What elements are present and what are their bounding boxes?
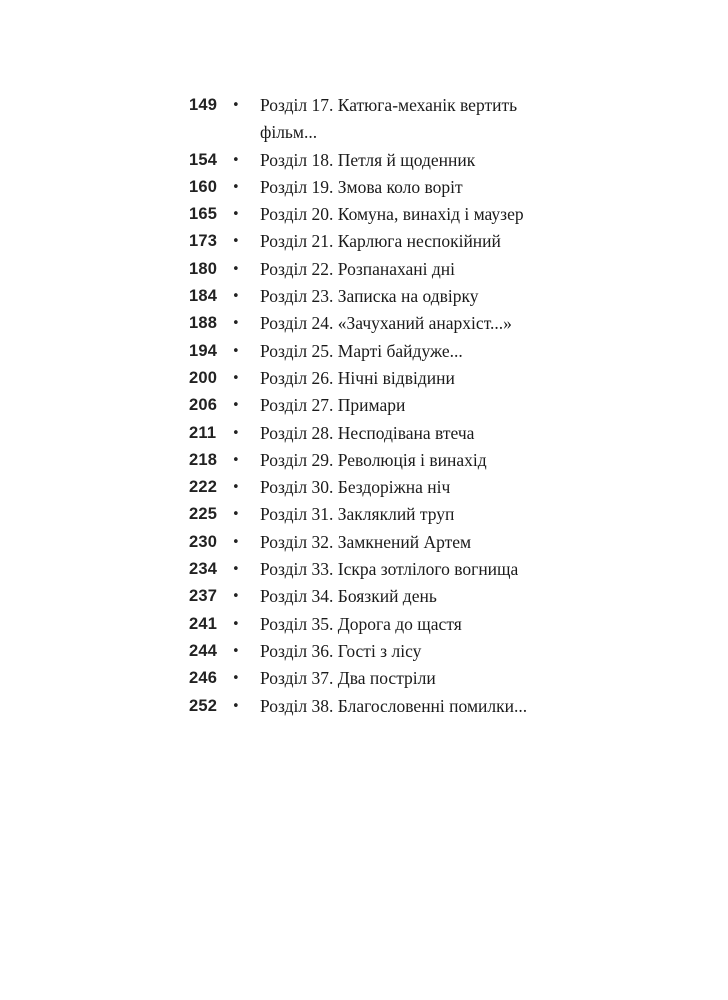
chapter-title: Розділ 30. Бездоріжна ніч bbox=[260, 477, 451, 498]
toc-entry bbox=[189, 556, 527, 583]
toc-entry bbox=[189, 665, 527, 692]
toc-entry bbox=[189, 392, 527, 419]
chapter-title: Розділ 31. Закляклий труп bbox=[260, 504, 455, 525]
chapter-title: Розділ 21. Карлюга неспокійний bbox=[260, 231, 501, 252]
toc-entry bbox=[189, 283, 527, 310]
page-number: 165 bbox=[189, 205, 218, 224]
page-number: 206 bbox=[189, 396, 218, 415]
bullet: • bbox=[232, 289, 240, 305]
chapter-title: Розділ 18. Петля й щоденник bbox=[260, 149, 476, 170]
chapter-title: Розділ 34. Боязкий день bbox=[260, 586, 437, 607]
toc-entry bbox=[189, 529, 527, 556]
chapter-title: Розділ 37. Два постріли bbox=[260, 668, 436, 689]
page-number: 200 bbox=[189, 368, 218, 387]
chapter-title: Розділ 20. Комуна, винахід і маузер bbox=[260, 204, 524, 225]
chapter-title: Розділ 36. Гості з лісу bbox=[260, 640, 422, 661]
toc-entry bbox=[189, 174, 527, 201]
bullet: • bbox=[232, 698, 240, 714]
chapter-title: Розділ 19. Змова коло воріт bbox=[260, 176, 463, 197]
toc-entry bbox=[189, 611, 527, 638]
toc-entry bbox=[189, 447, 527, 474]
bullet: • bbox=[232, 562, 240, 578]
page-number: 180 bbox=[189, 259, 218, 278]
toc-entry bbox=[189, 638, 527, 665]
bullet: • bbox=[232, 589, 240, 605]
toc-entry bbox=[189, 583, 527, 610]
bullet: • bbox=[232, 98, 240, 113]
page-number: 252 bbox=[189, 696, 218, 715]
page-number: 160 bbox=[189, 177, 218, 196]
chapter-title: Розділ 26. Нічні відвідини bbox=[260, 367, 455, 388]
bullet: • bbox=[232, 316, 240, 332]
page-number: 188 bbox=[189, 314, 218, 333]
chapter-title: Розділ 22. Розпанахані дні bbox=[260, 258, 456, 279]
bullet: • bbox=[232, 152, 240, 168]
bullet: • bbox=[232, 343, 240, 359]
chapter-title: Розділ 27. Примари bbox=[260, 395, 406, 416]
chapter-title: Розділ 28. Несподівана втеча bbox=[260, 422, 475, 443]
chapter-title: Розділ 38. Благословенні помилки... bbox=[260, 695, 528, 716]
page-number: 149 bbox=[189, 96, 218, 114]
bullet: • bbox=[232, 179, 240, 195]
chapter-title: Розділ 35. Дорога до щастя bbox=[260, 613, 462, 634]
page-number: 234 bbox=[189, 560, 218, 579]
bullet: • bbox=[232, 370, 240, 386]
page-number: 246 bbox=[189, 669, 218, 688]
page-number: 184 bbox=[189, 287, 218, 306]
chapter-title: Розділ 25. Марті байдуже... bbox=[260, 340, 463, 361]
page-number: 211 bbox=[189, 423, 217, 442]
page-number: 225 bbox=[189, 505, 218, 524]
page-number: 244 bbox=[189, 641, 218, 660]
page-number: 173 bbox=[189, 232, 218, 251]
bullet: • bbox=[232, 425, 240, 441]
bullet: • bbox=[232, 480, 240, 496]
bullet: • bbox=[232, 643, 240, 659]
toc-entry bbox=[189, 92, 527, 147]
chapter-title: Розділ 32. Замкнений Артем bbox=[260, 531, 472, 552]
toc-entry bbox=[189, 256, 527, 283]
page-number: 218 bbox=[189, 450, 218, 469]
bullet: • bbox=[232, 261, 240, 277]
toc-entry bbox=[189, 201, 527, 228]
toc-entry bbox=[189, 365, 527, 392]
chapter-title: Розділ 33. Іскра зотлілого вогнища bbox=[260, 559, 519, 580]
table-of-contents bbox=[189, 92, 527, 720]
page-number: 237 bbox=[189, 587, 218, 606]
page-number: 241 bbox=[189, 614, 218, 633]
toc-entry bbox=[189, 228, 527, 255]
toc-entry bbox=[189, 501, 527, 528]
toc-entry bbox=[189, 310, 527, 337]
toc-entry bbox=[189, 147, 527, 174]
bullet: • bbox=[232, 671, 240, 687]
page-number: 222 bbox=[189, 478, 218, 497]
bullet: • bbox=[232, 534, 240, 550]
toc-entry bbox=[189, 420, 527, 447]
bullet: • bbox=[232, 616, 240, 632]
page-number: 230 bbox=[189, 532, 218, 551]
bullet: • bbox=[232, 507, 240, 523]
bullet: • bbox=[232, 207, 240, 223]
bullet: • bbox=[232, 398, 240, 414]
toc-entry bbox=[189, 474, 527, 501]
page-number: 154 bbox=[189, 150, 218, 169]
chapter-title: Розділ 29. Революція і винахід bbox=[260, 449, 487, 470]
toc-entry bbox=[189, 693, 527, 720]
page-number: 194 bbox=[189, 341, 218, 360]
bullet: • bbox=[232, 234, 240, 250]
chapter-title: Розділ 24. «Зачуханий анархіст...» bbox=[260, 313, 512, 334]
bullet: • bbox=[232, 452, 240, 468]
chapter-title: Розділ 17. Катюга-механік вертить фільм... bbox=[260, 95, 518, 143]
chapter-title: Розділ 23. Записка на одвірку bbox=[260, 286, 479, 307]
toc-entry bbox=[189, 338, 527, 365]
